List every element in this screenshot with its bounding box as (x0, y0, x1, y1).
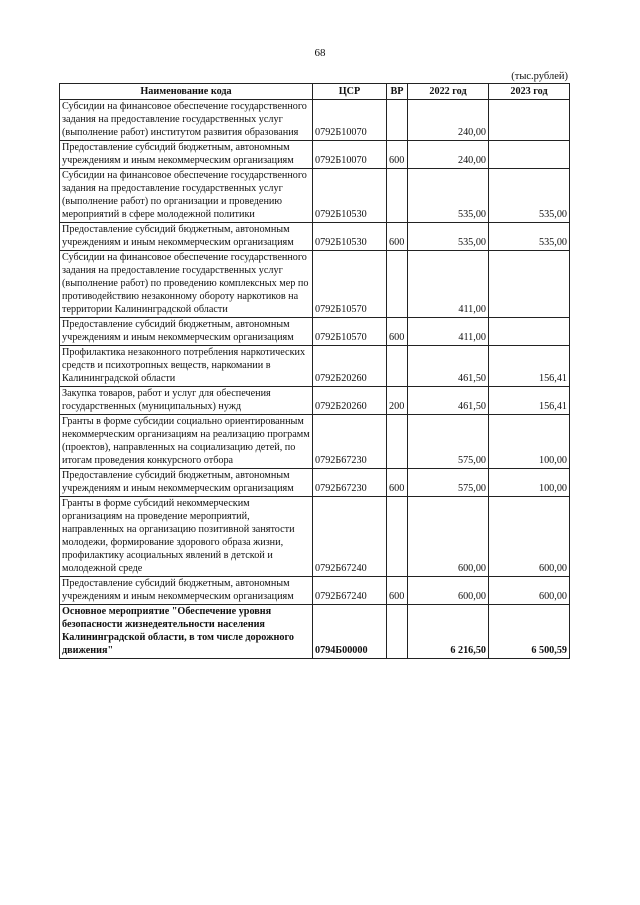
row-2022: 240,00 (408, 100, 489, 141)
row-csr: 0792Б10530 (313, 169, 387, 223)
row-name: Профилактика незаконного потребления наркотических средств и психотропных веществ, наркомании в Калининградской области (60, 346, 313, 387)
row-name: Субсидии на финансовое обеспечение государственного задания на предоставление государственных услуг (выполнение работ) институтом развития образования (60, 100, 313, 141)
row-2022: 600,00 (408, 497, 489, 577)
row-name: Основное мероприятие "Обеспечение уровня безопасности жизнедеятельности населения Калининградской области, в том числе дорожного движения" (60, 605, 313, 659)
table-body (60, 100, 570, 659)
row-2023: 535,00 (489, 223, 570, 251)
row-vr (387, 497, 408, 577)
row-2023 (489, 100, 570, 141)
row-csr: 0792Б10570 (313, 318, 387, 346)
table-row (60, 469, 570, 497)
row-name: Субсидии на финансовое обеспечение государственного задания на предоставление государственных услуг (выполнение работ) по организации и проведению мероприятий в сфере молодежной политики (60, 169, 313, 223)
table-row (60, 318, 570, 346)
header-2022: 2022 год (408, 84, 489, 100)
page-number: 68 (314, 47, 326, 59)
row-2023 (489, 251, 570, 318)
row-2022: 461,50 (408, 346, 489, 387)
table-row (60, 346, 570, 387)
row-vr: 600 (387, 469, 408, 497)
table-header-row (60, 84, 570, 100)
row-csr: 0792Б10570 (313, 251, 387, 318)
row-2023 (489, 141, 570, 169)
row-vr (387, 169, 408, 223)
row-name: Предоставление субсидий бюджетным, автономным учреждениям и иным некоммерческим организациям (60, 141, 313, 169)
row-name: Субсидии на финансовое обеспечение государственного задания на предоставление государственных услуг (выполнение работ) по проведению комплексных мер по противодействию незаконному обороту наркотиков на территории Калининградской области (60, 251, 313, 318)
row-2023: 156,41 (489, 387, 570, 415)
row-vr: 600 (387, 141, 408, 169)
row-2022: 461,50 (408, 387, 489, 415)
row-2022: 575,00 (408, 415, 489, 469)
table-row (60, 605, 570, 659)
row-vr (387, 346, 408, 387)
row-2023: 600,00 (489, 497, 570, 577)
row-vr: 200 (387, 387, 408, 415)
row-name: Гранты в форме субсидии социально ориентированным некоммерческим организациям на реализацию программ (проектов), направленных на социализацию детей, по итогам проведения конкурсного отбора (60, 415, 313, 469)
row-name: Предоставление субсидий бюджетным, автономным учреждениям и иным некоммерческим организациям (60, 223, 313, 251)
row-vr (387, 100, 408, 141)
row-2022: 535,00 (408, 169, 489, 223)
row-vr: 600 (387, 318, 408, 346)
table-row (60, 100, 570, 141)
row-2023: 156,41 (489, 346, 570, 387)
row-2023: 600,00 (489, 577, 570, 605)
row-2023: 535,00 (489, 169, 570, 223)
row-csr: 0792Б67230 (313, 469, 387, 497)
row-name: Предоставление субсидий бюджетным, автономным учреждениям и иным некоммерческим организациям (60, 577, 313, 605)
row-2022: 411,00 (408, 318, 489, 346)
row-csr: 0792Б67240 (313, 497, 387, 577)
header-name: Наименование кода (60, 84, 313, 100)
budget-table (59, 83, 570, 659)
row-name: Закупка товаров, работ и услуг для обеспечения государственных (муниципальных) нужд (60, 387, 313, 415)
row-vr: 600 (387, 223, 408, 251)
units-label: (тыс.рублей) (511, 71, 568, 82)
row-2022: 535,00 (408, 223, 489, 251)
row-2023: 100,00 (489, 469, 570, 497)
row-name: Предоставление субсидий бюджетным, автономным учреждениям и иным некоммерческим организациям (60, 469, 313, 497)
table-row (60, 415, 570, 469)
row-csr: 0792Б20260 (313, 346, 387, 387)
table-row (60, 387, 570, 415)
row-2023 (489, 318, 570, 346)
row-2022: 411,00 (408, 251, 489, 318)
row-2023: 100,00 (489, 415, 570, 469)
row-2022: 575,00 (408, 469, 489, 497)
header-csr: ЦСР (313, 84, 387, 100)
header-2023: 2023 год (489, 84, 570, 100)
row-csr: 0792Б10070 (313, 100, 387, 141)
row-csr: 0792Б10070 (313, 141, 387, 169)
header-vr: ВР (387, 84, 408, 100)
row-csr: 0792Б20260 (313, 387, 387, 415)
row-2022: 600,00 (408, 577, 489, 605)
row-2023: 6 500,59 (489, 605, 570, 659)
row-vr: 600 (387, 577, 408, 605)
row-vr (387, 251, 408, 318)
table-row (60, 141, 570, 169)
table-row (60, 223, 570, 251)
row-2022: 240,00 (408, 141, 489, 169)
row-csr: 0792Б67230 (313, 415, 387, 469)
table-row (60, 169, 570, 223)
table-row (60, 251, 570, 318)
row-vr (387, 415, 408, 469)
row-csr: 0794Б00000 (313, 605, 387, 659)
table-row (60, 577, 570, 605)
row-name: Предоставление субсидий бюджетным, автономным учреждениям и иным некоммерческим организациям (60, 318, 313, 346)
row-csr: 0792Б10530 (313, 223, 387, 251)
row-vr (387, 605, 408, 659)
row-2022: 6 216,50 (408, 605, 489, 659)
table-row (60, 497, 570, 577)
row-csr: 0792Б67240 (313, 577, 387, 605)
row-name: Гранты в форме субсидий некоммерческим организациям на проведение мероприятий, направленных на организацию позитивной занятости молодежи, формирование здорового образа жизни, профилактику асоциальных явлений в детской и молодежной среде (60, 497, 313, 577)
